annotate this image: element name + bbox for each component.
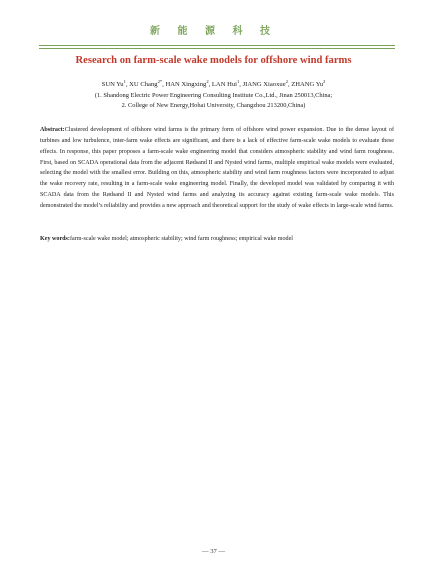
author (243, 81, 288, 88)
keywords (40, 234, 394, 245)
affiliation-mark: 2 (206, 79, 209, 84)
affiliation-line: (1. Shandong Electric Power Engineering Consulting Institute Co.,Ltd., Jinan 250013,China; (94, 91, 333, 99)
affiliation-line: 2. College of New Energy,Hohai University, Changzhou 213200,China) (121, 102, 306, 109)
affiliation-mark: 2 (285, 79, 288, 84)
affiliation-mark: 2 (323, 79, 326, 84)
author (291, 81, 325, 88)
author-name: LAN Hui (211, 81, 237, 89)
author-name: ZHANG Yu (291, 81, 324, 89)
author-list: SUN Yu$^1$, XU Chang$^{2*}$, HAN Xingxing$^2$, LAN Hui$^1$, JIANG Xiaoxue$^2$, ZHANG Yu$^2$ (101, 79, 326, 89)
affiliation-mark: 2* (157, 79, 163, 84)
journal-name: 新 能 源 科 技 (150, 26, 277, 37)
header-rule-bottom (39, 48, 395, 49)
affiliation-mark: 1 (237, 79, 240, 84)
header-rule-top (39, 45, 395, 46)
affiliation-mark: 1 (123, 79, 126, 84)
author (102, 81, 126, 88)
abstract (40, 125, 394, 212)
author (165, 81, 208, 88)
author-name: HAN Xingxing (165, 81, 207, 89)
abstract-label: Abstract: (40, 127, 65, 133)
journal-header (0, 21, 427, 39)
author (129, 81, 162, 88)
keywords-text: farm-scale wake model; atmospheric stability; wind farm roughness; empirical wake model (69, 236, 293, 242)
paper-title: Research on farm-scale wake models for offshore wind farms (75, 55, 352, 66)
author-name: JIANG Xiaoxue (242, 81, 286, 89)
page-number: — 37 — (201, 548, 226, 555)
abstract-text: Clustered development of offshore wind farms is the primary form of offshore wind power expansion. Due to the dense layout of turbines and low turbulence, inter-farm wake effects are significant, and there is a lack of effective farm-scale wake models to evaluate these effects. In response, this paper proposes a farm-scale wake engineering model that considers atmospheric stability and wind farm roughness. First, based on SCADA operational data from the adjacent Rødsand II and Nysted wind farms, multiple empirical wake models were evaluated, selecting the model with the smallest error. Building on this, atmospheric stability and wind farm roughness factors were incorporated to adjust the wake recovery rate, resulting in a farm-scale wake engineering model. Finally, the developed model was validated by comparing it with SCADA data from the Rødsand II and Nysted wind farms and analyzing its accuracy against existing farm-scale wake models. This demonstrated the model’s reliability and provides a new approach and theoretical support for the study of wake effects in large-scale wind farms. (40, 127, 394, 209)
author-name: SUN Yu (101, 81, 124, 89)
author-name: XU Chang (129, 81, 158, 89)
keywords-label: Key words: (40, 236, 70, 242)
author (212, 81, 239, 88)
